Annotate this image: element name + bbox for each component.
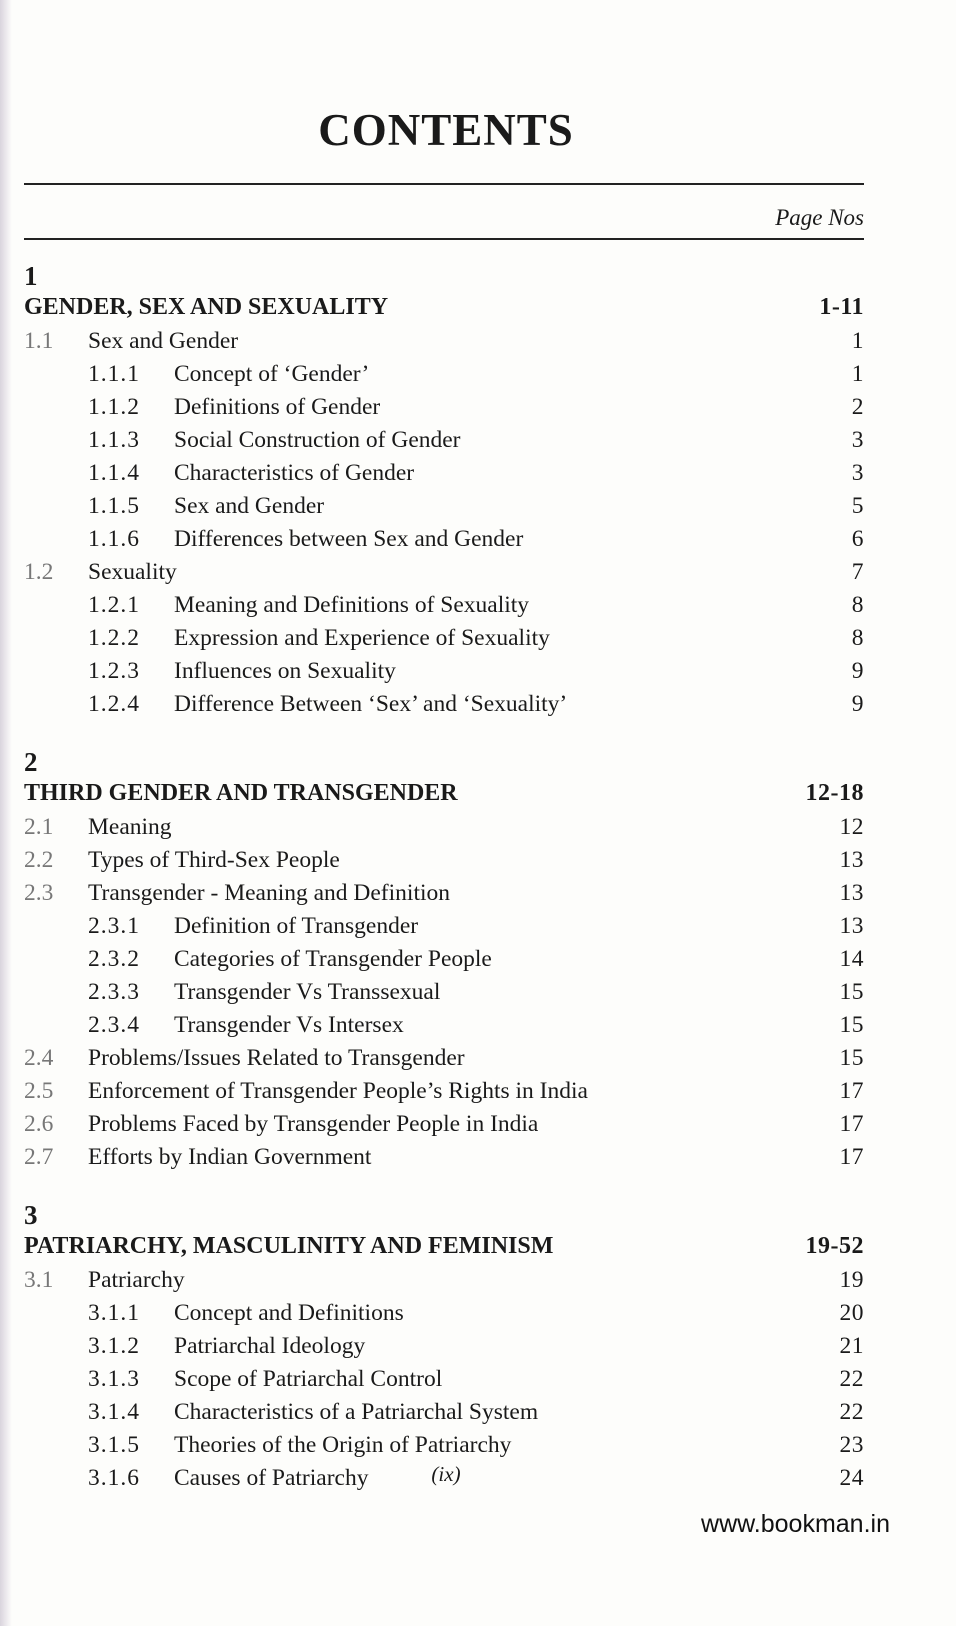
chapter-page-range: 1-11 [819, 294, 864, 320]
section-entry[interactable] [24, 328, 864, 361]
entry-page: 22 [839, 1366, 864, 1392]
entry-page: 5 [851, 493, 864, 519]
chapter-title: PATRIARCHY, MASCULINITY AND FEMINISM [24, 1233, 554, 1259]
entry-page: 15 [839, 979, 864, 1005]
entry-title: Transgender Vs Transsexual [174, 979, 441, 1005]
subsection-entry[interactable] [24, 979, 864, 1012]
header-rule [24, 238, 864, 240]
entry-page: 13 [839, 880, 864, 906]
section-entry[interactable] [24, 814, 864, 847]
entry-page: 17 [839, 1111, 864, 1137]
subsection-entry[interactable] [24, 592, 864, 625]
page-nos-header: Page Nos [775, 205, 864, 230]
entry-number: 1.2 [24, 559, 54, 585]
entry-page: 17 [839, 1078, 864, 1104]
chapter-number: 2 [24, 747, 38, 777]
entry-title: Causes of Patriarchy [174, 1465, 369, 1491]
entry-page: 2 [851, 394, 864, 420]
entry-number: 1.2.3 [88, 658, 140, 684]
entry-number: 1.1.6 [88, 526, 140, 552]
entry-page: 3 [851, 460, 864, 486]
chapter-number: 3 [24, 1200, 38, 1230]
subsection-entry[interactable] [24, 1366, 864, 1399]
entry-number: 3.1.6 [88, 1465, 140, 1491]
page-title: CONTENTS [318, 105, 574, 155]
entry-number: 2.3 [24, 880, 54, 906]
entry-page: 12 [839, 814, 864, 840]
entry-page: 13 [839, 847, 864, 873]
entry-number: 2.4 [24, 1045, 54, 1071]
subsection-entry[interactable] [24, 526, 864, 559]
entry-title: Expression and Experience of Sexuality [174, 625, 550, 651]
entry-title: Patriarchy [88, 1267, 185, 1293]
entry-page: 17 [839, 1144, 864, 1170]
entry-page: 8 [851, 592, 864, 618]
section-entry[interactable] [24, 1045, 864, 1078]
entry-page: 19 [839, 1267, 864, 1293]
chapter-title: THIRD GENDER AND TRANSGENDER [24, 780, 458, 806]
section-entry[interactable] [24, 1111, 864, 1144]
entry-title: Efforts by Indian Government [88, 1144, 372, 1170]
entry-number: 3.1.5 [88, 1432, 140, 1458]
page-edge-shadow [0, 0, 12, 1626]
entry-title: Definition of Transgender [174, 913, 419, 939]
entry-number: 1.1.2 [88, 394, 140, 420]
watermark-text: www.bookman.in [701, 1510, 890, 1538]
entry-number: 3.1.2 [88, 1333, 140, 1359]
entry-number: 2.2 [24, 847, 54, 873]
entry-number: 1.1.3 [88, 427, 140, 453]
entry-number: 1.1.4 [88, 460, 140, 486]
entry-page: 23 [839, 1432, 864, 1458]
entry-title: Categories of Transgender People [174, 946, 492, 972]
entry-page: 7 [851, 559, 864, 585]
subsection-entry[interactable] [24, 493, 864, 526]
entry-number: 1.2.1 [88, 592, 140, 618]
entry-page: 8 [851, 625, 864, 651]
section-entry[interactable] [24, 1144, 864, 1177]
entry-title: Differences between Sex and Gender [174, 526, 524, 552]
entry-title: Concept of ‘Gender’ [174, 361, 370, 387]
entry-title: Meaning [88, 814, 172, 840]
entry-number: 1.2.2 [88, 625, 140, 651]
subsection-entry[interactable] [24, 1300, 864, 1333]
entry-number: 1.1.1 [88, 361, 140, 387]
entry-page: 1 [851, 361, 864, 387]
page-number-footer: (ix) [431, 1462, 461, 1486]
entry-number: 3.1 [24, 1267, 54, 1293]
entry-page: 20 [839, 1300, 864, 1326]
section-entry[interactable] [24, 880, 864, 913]
subsection-entry[interactable] [24, 1333, 864, 1366]
entry-title: Problems Faced by Transgender People in India [88, 1111, 539, 1137]
subsection-entry[interactable] [24, 1012, 864, 1045]
subsection-entry[interactable] [24, 460, 864, 493]
chapter-title: GENDER, SEX AND SEXUALITY [24, 294, 389, 320]
entry-number: 1.1.5 [88, 493, 140, 519]
entry-title: Meaning and Definitions of Sexuality [174, 592, 530, 618]
table-of-contents [24, 258, 864, 1498]
chapter-number: 1 [24, 261, 38, 291]
entry-number: 2.7 [24, 1144, 54, 1170]
entry-page: 3 [851, 427, 864, 453]
entry-title: Problems/Issues Related to Transgender [88, 1045, 465, 1071]
subsection-entry[interactable] [24, 394, 864, 427]
entry-title: Patriarchal Ideology [174, 1333, 366, 1359]
entry-page: 15 [839, 1012, 864, 1038]
entry-number: 1.1 [24, 328, 54, 354]
entry-number: 3.1.4 [88, 1399, 140, 1425]
entry-number: 2.3.1 [88, 913, 140, 939]
entry-title: Transgender Vs Intersex [174, 1012, 404, 1038]
entry-page: 6 [851, 526, 864, 552]
chapter-heading[interactable] [24, 1233, 864, 1267]
entry-title: Scope of Patriarchal Control [174, 1366, 443, 1392]
entry-number: 2.3.4 [88, 1012, 140, 1038]
entry-title: Definitions of Gender [174, 394, 381, 420]
entry-page: 24 [839, 1465, 864, 1491]
entry-title: Sexuality [88, 559, 177, 585]
entry-number: 3.1.1 [88, 1300, 140, 1326]
entry-title: Influences on Sexuality [174, 658, 396, 684]
entry-page: 21 [839, 1333, 864, 1359]
chapter-heading[interactable] [24, 294, 864, 328]
entry-title: Characteristics of a Patriarchal System [174, 1399, 539, 1425]
entry-title: Social Construction of Gender [174, 427, 461, 453]
entry-page: 14 [839, 946, 864, 972]
section-entry[interactable] [24, 847, 864, 880]
subsection-entry[interactable] [24, 625, 864, 658]
entry-number: 2.3.2 [88, 946, 140, 972]
entry-page: 9 [851, 658, 864, 684]
subsection-entry[interactable] [24, 427, 864, 460]
entry-number: 1.2.4 [88, 691, 140, 717]
entry-title: Enforcement of Transgender People’s Rights in India [88, 1078, 588, 1104]
subsection-entry[interactable] [24, 658, 864, 691]
subsection-entry[interactable] [24, 691, 864, 724]
entry-title: Difference Between ‘Sex’ and ‘Sexuality’ [174, 691, 568, 717]
top-rule [24, 183, 864, 185]
entry-number: 2.1 [24, 814, 54, 840]
section-entry[interactable] [24, 1267, 864, 1300]
subsection-entry[interactable] [24, 1432, 864, 1465]
entry-title: Sex and Gender [174, 493, 325, 519]
entry-page: 1 [851, 328, 864, 354]
entry-page: 13 [839, 913, 864, 939]
subsection-entry[interactable] [24, 913, 864, 946]
subsection-entry[interactable] [24, 361, 864, 394]
entry-number: 2.5 [24, 1078, 54, 1104]
entry-title: Concept and Definitions [174, 1300, 404, 1326]
entry-title: Transgender - Meaning and Definition [88, 880, 451, 906]
section-entry[interactable] [24, 1078, 864, 1111]
entry-page: 9 [851, 691, 864, 717]
entry-page: 22 [839, 1399, 864, 1425]
entry-number: 2.3.3 [88, 979, 140, 1005]
entry-title: Theories of the Origin of Patriarchy [174, 1432, 512, 1458]
chapter-page-range: 19-52 [805, 1233, 864, 1259]
chapter-heading[interactable] [24, 780, 864, 814]
subsection-entry[interactable] [24, 946, 864, 979]
entry-number: 2.6 [24, 1111, 54, 1137]
entry-title: Characteristics of Gender [174, 460, 415, 486]
section-entry[interactable] [24, 559, 864, 592]
entry-title: Sex and Gender [88, 328, 239, 354]
entry-number: 3.1.3 [88, 1366, 140, 1392]
entry-title: Types of Third-Sex People [88, 847, 340, 873]
entry-page: 15 [839, 1045, 864, 1071]
subsection-entry[interactable] [24, 1399, 864, 1432]
chapter-page-range: 12-18 [805, 780, 864, 806]
